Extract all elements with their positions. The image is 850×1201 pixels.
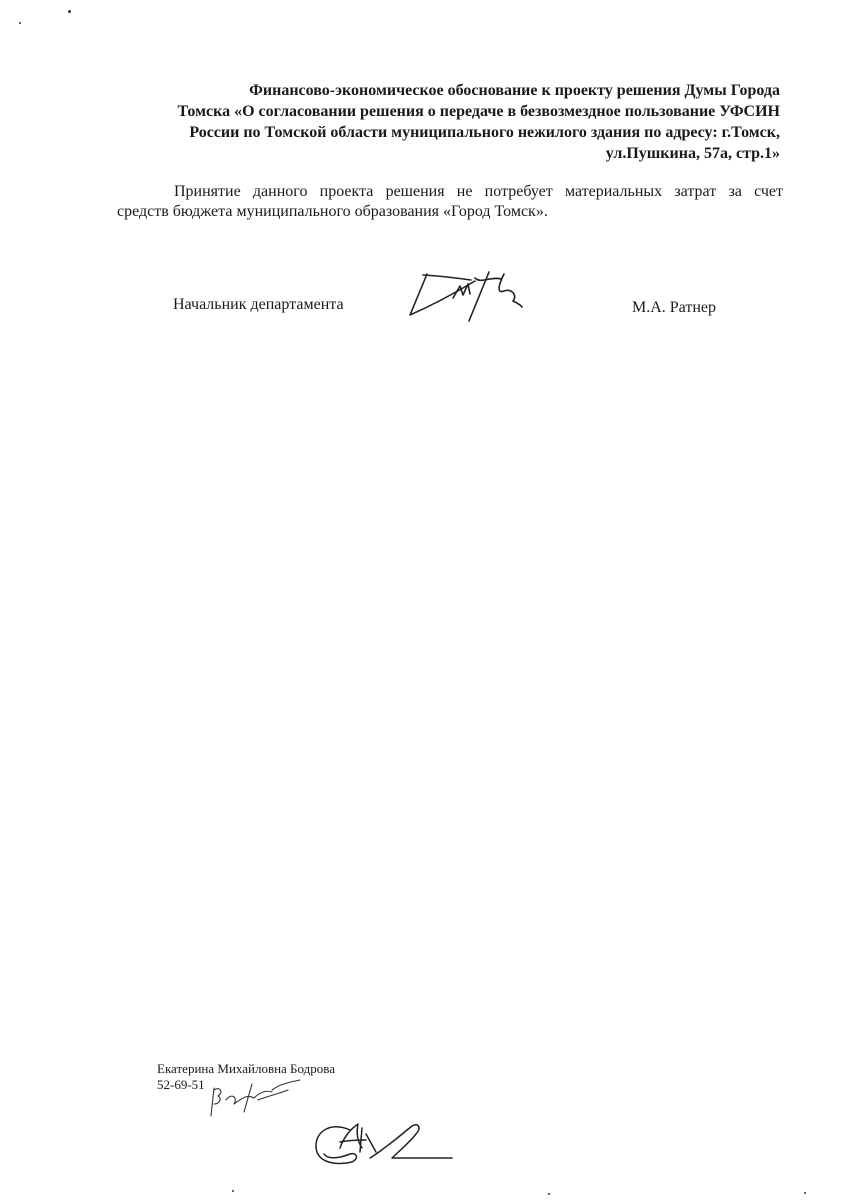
- title-line: Томска «О согласовании решения о передаче в безвозмездное пользование УФСИН: [177, 103, 780, 120]
- scan-speck: [68, 10, 71, 13]
- body-line: Принятие данного проекта решения не потребует материальных затрат за счет: [174, 183, 783, 200]
- body-paragraph: [117, 182, 783, 222]
- signatory-position: Начальник департамента: [173, 296, 344, 313]
- scan-speck: [548, 1193, 550, 1195]
- handwritten-signature-icon: [310, 1118, 455, 1173]
- scan-speck: [232, 1190, 234, 1192]
- scan-speck: [804, 1192, 806, 1194]
- handwritten-signature-icon: [405, 268, 530, 324]
- executor-phone: 52-69-51: [157, 1077, 205, 1092]
- title-line: ул.Пушкина, 57а, стр.1»: [605, 145, 780, 162]
- executor-name: Екатерина Михайловна Бодрова: [157, 1061, 335, 1076]
- document-title: [110, 80, 780, 164]
- handwritten-initials-icon: [208, 1078, 303, 1118]
- scan-speck: [19, 22, 21, 24]
- body-line: средств бюджета муниципального образования «Город Томск».: [117, 203, 548, 220]
- signatory-name: М.А. Ратнер: [632, 299, 717, 316]
- title-line: Финансово-экономическое обоснование к проекту решения Думы Города: [249, 82, 780, 99]
- title-line: России по Томской области муниципального нежилого здания по адресу: г.Томск,: [189, 124, 780, 141]
